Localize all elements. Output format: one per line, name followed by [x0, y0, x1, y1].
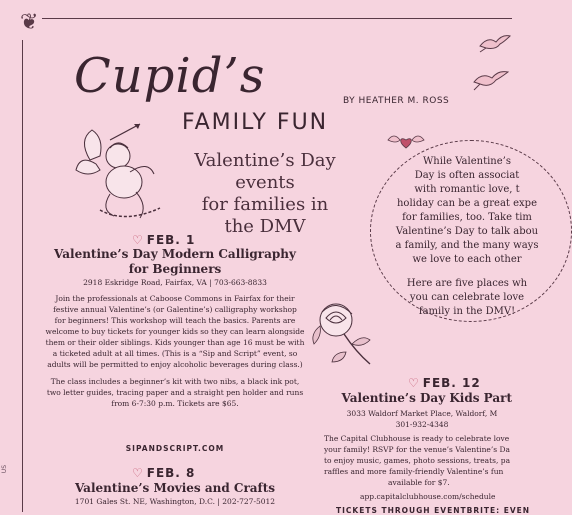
intro-line: Here are five places wh [406, 278, 528, 289]
frame-corner-ornament: ❦ [20, 10, 39, 35]
body-line: welcome to buy tickets for younger kids so they can learn alongside [45, 327, 305, 336]
frame-top-line [42, 18, 512, 19]
title-caps: FAMILY FUN [182, 110, 329, 135]
body-line: for beginners! This workshop will teach the basics. Parents are [54, 316, 296, 325]
body-line: raffles and more family-friendly Valentine’s fun [324, 467, 504, 476]
event-address [332, 408, 512, 430]
intro-line: with romantic love, t [414, 184, 520, 195]
intro-text [392, 155, 542, 329]
event-title-line: Valentine’s Day Modern Calligraphy [54, 247, 296, 261]
byline: BY HEATHER M. ROSS [343, 96, 450, 106]
cupid-illustration [70, 120, 180, 230]
body-line: available for $7. [388, 478, 450, 487]
event-address: 2918 Eskridge Road, Fairfax, VA | 703-663-8833 [83, 278, 267, 287]
body-line: Join the professionals at Caboose Commons in Fairfax for their [55, 294, 295, 303]
intro-line: Valentine’s Day to talk abou [395, 226, 539, 237]
body-line: your family! RSVP for the venue’s Valentine’s Da [324, 445, 510, 454]
event-title [40, 247, 310, 277]
heart-icon: ♡ [408, 376, 420, 390]
side-tag: US [1, 465, 8, 474]
address-line: 301-932-4348 [395, 420, 449, 429]
event-date [132, 233, 195, 247]
body-line: a ticketed adult at all times. (This is a “Sip and Script” event, so [52, 349, 298, 358]
subtitle-line: Valentine’s Day events [194, 150, 336, 193]
event-link[interactable]: app.capitalclubhouse.com/schedule [360, 492, 496, 501]
body-line: festive annual Valentine’s (or Galentine’s) calligraphy workshop [53, 305, 297, 314]
event-address: 1701 Gales St. NE, Washington, D.C. | 202-727-5012 [74, 497, 276, 506]
body-line: two letter guides, tracing paper and a straight pen holder and runs [46, 388, 304, 397]
event-description [34, 293, 316, 415]
event-title-line: Valentine’s Movies and Crafts [74, 481, 276, 495]
address-line: 3033 Waldorf Market Place, Waldorf, M [346, 409, 498, 418]
intro-line: While Valentine’s [423, 156, 511, 167]
body-line: adults will be permitted to enjoy alcoholic beverages during class.) [47, 360, 303, 369]
intro-line: you can celebrate love [409, 292, 525, 303]
intro-line: we love to each other [412, 254, 522, 265]
event-date-text: FEB. 8 [146, 466, 196, 480]
heart-icon: ♡ [132, 233, 144, 247]
event-date [408, 376, 481, 390]
subtitle-line: the DMV [224, 216, 306, 237]
event-ticket-note: TICKETS THROUGH EVENTBRITE: EVEN [336, 506, 531, 515]
event-description [324, 433, 512, 488]
intro-line: family in the DMV! [418, 306, 516, 317]
dove-icon [478, 32, 512, 54]
body-line: to enjoy music, games, photo sessions, treats, pa [324, 456, 511, 465]
intro-line: holiday can be a great expe [396, 198, 537, 209]
intro-line: a family, and the many ways [395, 240, 539, 251]
frame-left-line [22, 40, 23, 512]
intro-line: for families, too. Take tim [402, 212, 532, 223]
title-script: Cupid’s [74, 48, 266, 104]
event-date-text: FEB. 12 [422, 376, 481, 390]
body-line: The Capital Clubhouse is ready to celebrate love [324, 434, 510, 443]
event-title [332, 391, 512, 406]
flying-heart-icon [386, 132, 426, 152]
event-date [132, 466, 195, 480]
subtitle-line: for families in [201, 194, 329, 215]
event-title-line: for Beginners [128, 262, 222, 276]
body-line: The class includes a beginner’s kit with two nibs, a black ink pot, [50, 377, 300, 386]
body-line: them or their older siblings. Kids younger than age 16 must be with [45, 338, 305, 347]
intro-line: Day is often associat [414, 170, 520, 181]
event-title-line: Valentine’s Day Kids Part [341, 391, 512, 405]
body-line: from 6-7:30 p.m. Tickets are $65. [111, 399, 239, 408]
event-title [40, 481, 310, 496]
subtitle [175, 150, 355, 238]
dove-icon-2 [470, 66, 510, 92]
heart-icon: ♡ [132, 466, 144, 480]
event-date-text: FEB. 1 [146, 233, 196, 247]
event-link[interactable]: SIPANDSCRIPT.COM [125, 444, 225, 453]
